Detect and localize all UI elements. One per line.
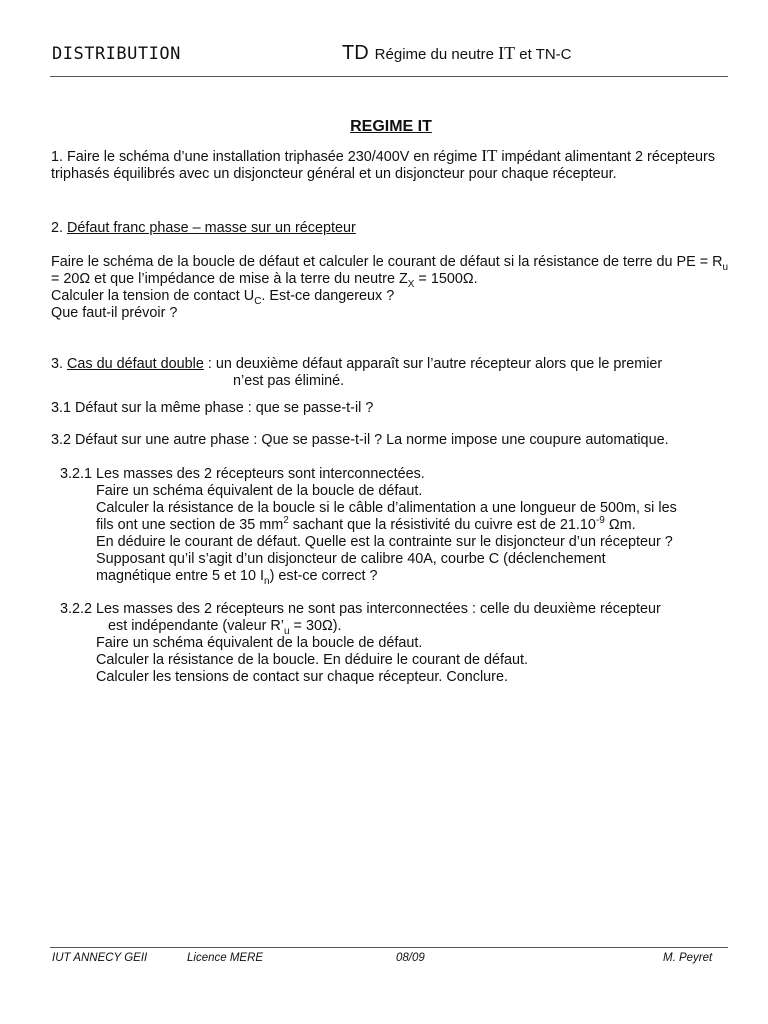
- q3-heading-text: Cas du défaut double: [67, 356, 204, 372]
- header-td: TD: [342, 42, 369, 64]
- q2-p2b: . Est-ce dangereux ?: [261, 288, 395, 304]
- q321-l6b: ) est-ce correct ?: [269, 568, 378, 584]
- q322-l1a: est indépendante (valeur R’: [108, 618, 284, 634]
- question-3-line2: n’est pas éliminé.: [233, 373, 345, 389]
- q2-heading-text: Défaut franc phase – masse sur un récepteur: [67, 220, 356, 236]
- q2-sub-c: C: [254, 295, 262, 307]
- q1-text-b: impédant alimentant 2 récepteurs triphasés équilibrés avec un disjoncteur général et un disjoncteur pour chaque récepteur.: [51, 149, 716, 182]
- q322-l1b: = 30Ω).: [289, 618, 342, 634]
- q322-line-3: Calculer la résistance de la boucle. En déduire le courant de défaut.: [96, 652, 528, 668]
- q322-line-2: Faire un schéma équivalent de la boucle de défaut.: [96, 635, 423, 651]
- q321-line-5: Supposant qu’il s’agit d’un disjoncteur de calibre 40A, courbe C (déclenchement: [96, 551, 606, 567]
- q321-line-6: [96, 568, 731, 585]
- q2-p1b: = 20Ω et que l’impédance de mise à la terre du neutre Z: [51, 271, 408, 287]
- question-2-contact: [51, 288, 731, 305]
- page-header: [52, 44, 728, 70]
- header-title-b: et TN-C: [515, 46, 572, 63]
- question-2-paragraph: [51, 254, 731, 288]
- q322-line-4: Calculer les tensions de contact sur chaque récepteur. Conclure.: [96, 669, 508, 685]
- q1-it: IT: [481, 146, 498, 165]
- question-2-heading: [51, 220, 731, 237]
- question-3-2-1-body: [51, 483, 731, 585]
- header-divider: [50, 76, 728, 77]
- header-title-it: IT: [498, 43, 516, 63]
- footer-school: IUT ANNECY GEII: [52, 952, 148, 964]
- footer-divider: [50, 947, 728, 948]
- header-subject: DISTRIBUTION: [52, 44, 181, 64]
- question-3-heading: [51, 356, 731, 373]
- q1-text-a: 1. Faire le schéma d’une installation triphasée 230/400V en régime: [51, 149, 482, 165]
- question-1: [51, 147, 731, 183]
- q321-l3a: fils ont une section de 35 mm: [96, 517, 284, 533]
- q321-l3c: Ωm.: [604, 517, 636, 533]
- footer-licence: Licence MERE: [187, 952, 264, 964]
- q321-sub-n: n: [264, 575, 270, 587]
- header-title-a: Régime du neutre: [374, 46, 499, 63]
- q2-sub-u: u: [722, 261, 729, 273]
- q321-l6a: magnétique entre 5 et 10 I: [96, 568, 265, 584]
- header-title: [342, 42, 571, 65]
- question-3-2: 3.2 Défaut sur une autre phase : Que se passe-t-il ? La norme impose une coupure automatique.: [51, 432, 669, 448]
- document-title: REGIME IT: [350, 118, 432, 135]
- q2-p1a: Faire le schéma de la boucle de défaut et calculer le courant de défaut si la résistance de terre du PE = R: [51, 254, 723, 270]
- question-3-2-1-heading: 3.2.1 Les masses des 2 récepteurs sont interconnectées.: [60, 466, 425, 482]
- q2-num: 2.: [51, 220, 67, 236]
- q322-line-1: [51, 618, 731, 635]
- q322-sub-u: u: [284, 625, 290, 637]
- document-body: [51, 118, 731, 686]
- question-3-1: 3.1 Défaut sur la même phase : que se passe-t-il ?: [51, 400, 374, 416]
- footer-date: 08/09: [396, 952, 425, 964]
- question-3-2-2-heading: 3.2.2 Les masses des 2 récepteurs ne sont pas interconnectées : celle du deuxième récepteur: [60, 601, 661, 617]
- q321-line-2: Calculer la résistance de la boucle si le câble d’alimentation a une longueur de 500m, si les: [96, 500, 677, 516]
- footer-author: M. Peyret: [663, 952, 713, 964]
- q321-sup-2: 2: [283, 515, 289, 527]
- q3-num: 3.: [51, 356, 67, 372]
- q321-line-4: En déduire le courant de défaut. Quelle est la contrainte sur le disjoncteur d’un récepteur ?: [96, 534, 673, 550]
- q3-line1: : un deuxième défaut apparaît sur l’autre récepteur alors que le premier: [203, 356, 663, 372]
- q2-p1c: = 1500Ω.: [414, 271, 478, 287]
- question-3-2-2-body: [51, 635, 731, 686]
- q2-p2a: Calculer la tension de contact U: [51, 288, 255, 304]
- q321-sup-exp: -9: [595, 515, 605, 527]
- question-2-prevoir: Que faut-il prévoir ?: [51, 305, 178, 321]
- q321-line-1: Faire un schéma équivalent de la boucle de défaut.: [96, 483, 423, 499]
- q2-sub-x: X: [407, 278, 415, 290]
- q321-l3b: sachant que la résistivité du cuivre est de 21.10: [288, 517, 596, 533]
- q321-line-3: [96, 517, 731, 534]
